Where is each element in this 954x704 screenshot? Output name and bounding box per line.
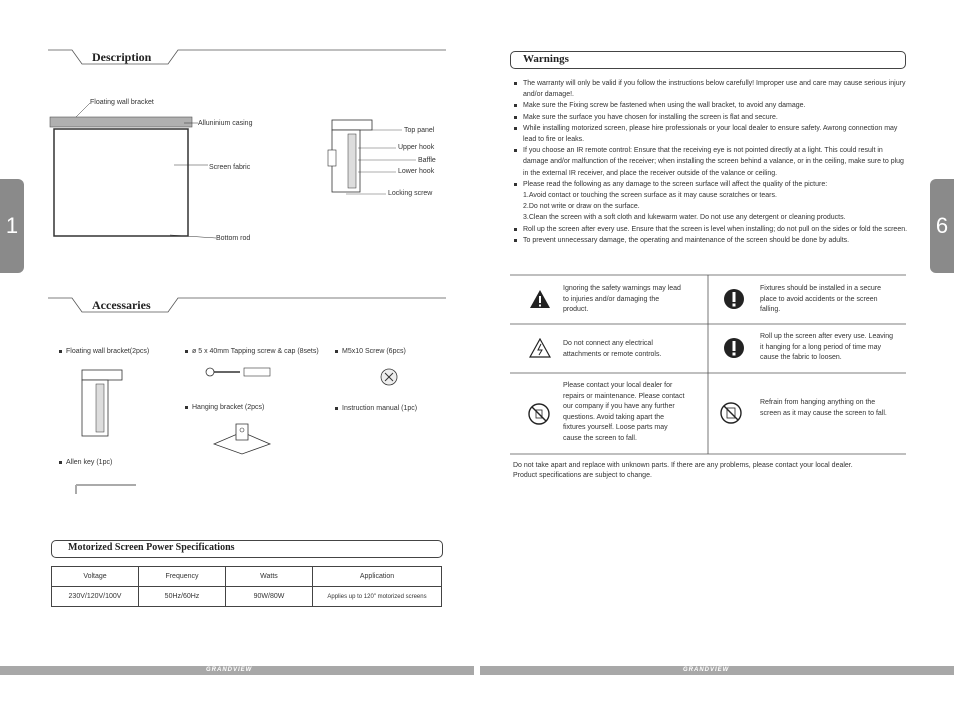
screw-drawing <box>204 365 274 379</box>
label-lower-hook: Lower hook <box>398 168 435 175</box>
brand-logo-right: GRANDVIEW <box>683 667 730 673</box>
caution-triangle-icon <box>529 289 551 309</box>
warning-item: Roll up the screen after every use. Ensure that the screen is level when installing; do not pull on the sides or fold the screen. <box>514 224 908 235</box>
warning-cell-4: Roll up the screen after every use. Leaving it hanging for a long period of time may cause the fabric to loosen. <box>760 333 894 361</box>
m5-screw-drawing <box>379 366 403 388</box>
spec-header-watts: Watts <box>226 567 313 587</box>
warning-item: To prevent unnecessary damage, the operating and maintenance of the screen should be done by adults. <box>514 235 908 246</box>
warning-cell-3: Do not connect any electrical attachments or remote controls. <box>563 340 662 358</box>
footer-note-1: Do not take apart and replace with unknown parts. If there are any problems, please contact your local dealer. <box>513 462 853 469</box>
label-top-panel: Top panel <box>404 127 435 134</box>
warning-cell-6: Refrain from hanging anything on the screen as it may cause the screen to fall. <box>760 399 887 417</box>
label-bottom-rod: Bottom rod <box>216 235 251 242</box>
warning-subitem: 2.Do not write or draw on the surface. <box>523 203 640 211</box>
warning-cell-5: Please contact your local dealer for repairs or maintenance. Please contact our company if you have any further questions. Avoid taking apart the fixtures yourself. Loose parts may cause the screen to fall. <box>563 382 685 442</box>
label-aluminium-casing: Alluninium casing <box>198 120 253 127</box>
exclamation-circle-icon-2 <box>723 337 745 359</box>
exclamation-circle-icon <box>723 288 745 310</box>
page-number-right: 6 <box>935 213 949 238</box>
spec-header-voltage: Voltage <box>52 567 139 587</box>
page-number-tab-right <box>930 179 954 273</box>
spec-header-application: Application <box>313 567 442 587</box>
electrical-hazard-icon <box>529 338 551 358</box>
label-upper-hook: Upper hook <box>398 144 435 151</box>
warning-item: Please read the following as any damage to the screen surface will affect the quality of the picture: <box>514 179 908 190</box>
page-number-tab-left <box>0 179 24 273</box>
spec-frequency: 50Hz/60Hz <box>139 587 226 607</box>
screen-illustration <box>48 95 338 255</box>
warning-cell-1: Ignoring the safety warnings may lead to injuries and/or damaging the product. <box>563 285 681 313</box>
accessories-title: Accessaries <box>92 298 151 312</box>
accessory-m5-screw: M5x10 Screw (6pcs) <box>335 347 406 356</box>
spec-header-frequency: Frequency <box>139 567 226 587</box>
warning-item: Make sure the surface you have chosen for installing the screen is flat and secure. <box>514 112 908 123</box>
power-spec-table <box>51 566 442 607</box>
spec-watts: 90W/80W <box>226 587 313 607</box>
accessory-floating-bracket: Floating wall bracket(2pcs) <box>59 347 149 356</box>
warning-item: While installing motorized screen, please hire professionals or your local dealer to ensure safety. Awrong connection may lead to fire or leaks. <box>514 123 908 145</box>
warning-cell-2: Fixtures should be installed in a secure place to avoid accidents or the screen falling. <box>760 285 882 313</box>
footer-note-2: Product specifications are subject to change. <box>513 472 652 479</box>
page-number-left: 1 <box>5 213 19 238</box>
label-locking-screw: Locking screw <box>388 190 433 197</box>
warning-item: Make sure the Fixing screw be fastened when using the wall bracket, to avoid any damage. <box>514 100 908 111</box>
no-disassembly-icon <box>527 402 551 426</box>
warnings-title: Warnings <box>523 53 569 65</box>
warning-subitem: 1.Avoid contact or touching the screen surface as it may cause scratches or tears. <box>523 192 777 200</box>
warning-subitem: 3.Clean the screen with a soft cloth and lukewarm water. Do not use any detergent or cleaning products. <box>523 214 846 222</box>
allen-key-drawing <box>74 482 140 496</box>
accessory-allen-key: Allen key (1pc) <box>59 458 112 467</box>
warning-item: If you choose an IR remote control: Ensure that the receiving eye is not pointed directly at a light. This could result in damage and/or malfunction of the receiver; when installing the screen behind a valance, or in the ceiling, make sure to plug in the external IR receiver, and place the receiver outside of the valance or ceiling. <box>514 145 908 179</box>
label-screen-fabric: Screen fabric <box>209 164 251 171</box>
spec-application: Applies up to 120" motorized screens <box>313 587 442 607</box>
hanging-bracket-drawing <box>212 420 272 456</box>
warning-item: The warranty will only be valid if you follow the instructions below carefully! Improper use and care may cause serious injury and/or damage!. <box>514 78 908 100</box>
accessory-bracket-drawing <box>80 368 130 440</box>
no-hanging-icon <box>719 401 743 425</box>
power-spec-title: Motorized Screen Power Specifications <box>68 542 235 553</box>
warnings-header-frame <box>510 51 906 69</box>
accessory-hanging-bracket: Hanging bracket (2pcs) <box>185 403 264 412</box>
spec-voltage: 230V/120V/100V <box>52 587 139 607</box>
description-title: Description <box>92 50 152 64</box>
brand-logo-left: GRANDVIEW <box>206 667 253 673</box>
label-floating-wall-bracket: Floating wall bracket <box>90 99 154 106</box>
accessory-manual: Instruction manual (1pc) <box>335 404 417 413</box>
warnings-list <box>514 78 908 246</box>
accessory-tapping-screw: ø 5 x 40mm Tapping screw & cap (8sets) <box>185 347 319 356</box>
label-baffle: Baffle <box>418 157 436 164</box>
